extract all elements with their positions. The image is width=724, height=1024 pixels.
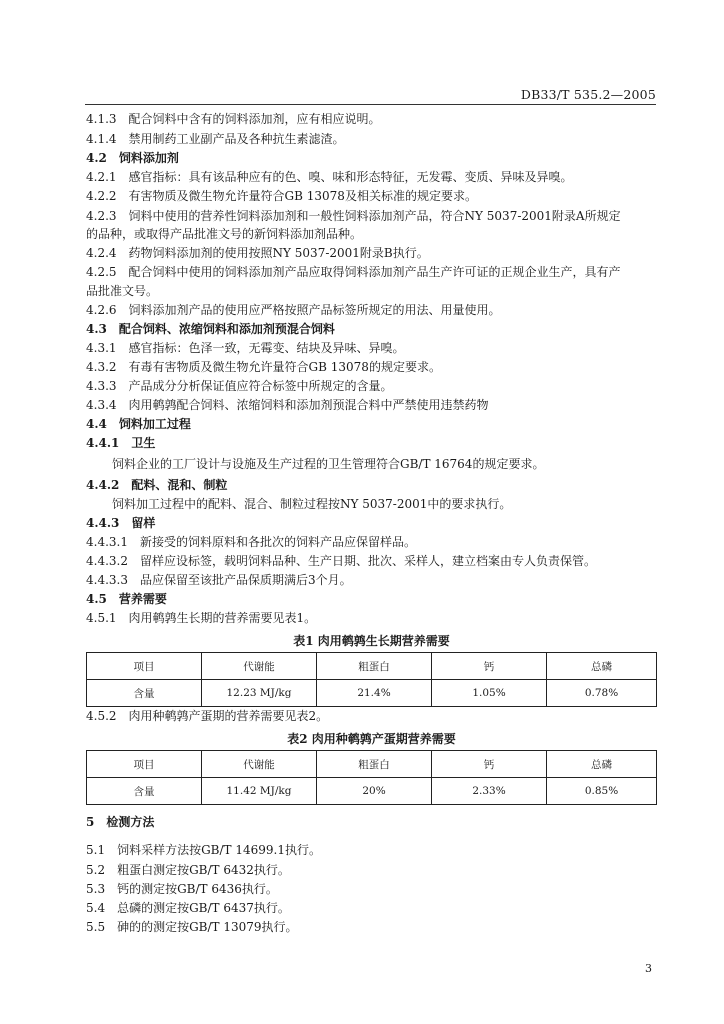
clause-4-5-1: 4.5.1 肉用鹌鹑生长期的营养需要见表1。	[86, 611, 317, 625]
table-cell: 0.78%	[547, 680, 657, 707]
paragraph-4-4-2: 饲料加工过程中的配料、混合、制粒过程按NY 5037-2001中的要求执行。	[112, 497, 512, 511]
clause-4-4-3-2: 4.4.3.2 留样应设标签，载明饲料品种、生产日期、批次、采样人，建立档案由专人负责保管。	[86, 554, 596, 568]
clause-4-4-3-3: 4.4.3.3 品应保留至该批产品保质期满后3个月。	[86, 573, 352, 587]
clause-4-4-3-1: 4.4.3.1 新接受的饲料原料和各批次的饲料产品应保留样品。	[86, 535, 416, 549]
table-cell: 2.33%	[432, 778, 547, 805]
table-cell: 0.85%	[547, 778, 657, 805]
table-header-cell: 钙	[432, 653, 547, 680]
heading-4-4-2: 4.4.2 配料、混和、制粒	[86, 478, 228, 492]
table-header-row	[87, 751, 657, 778]
heading-5: 5 检测方法	[86, 815, 155, 829]
heading-4-3: 4.3 配合饲料、浓缩饲料和添加剂预混合饲料	[86, 322, 335, 336]
table-header-cell: 代谢能	[202, 751, 317, 778]
clause-4-3-1: 4.3.1 感官指标：色泽一致，无霉变、结块及异味、异嗅。	[86, 341, 405, 355]
table-header-cell: 钙	[432, 751, 547, 778]
table-header-cell: 代谢能	[202, 653, 317, 680]
clause-4-2-5: 4.2.5 配合饲料中使用的饲料添加剂产品应取得饲料添加剂产品生产许可证的正规企业生产，具有产	[86, 265, 621, 279]
table-cell: 21.4%	[317, 680, 432, 707]
clause-4-3-2: 4.3.2 有毒有害物质及微生物允许量符合GB 13078的规定要求。	[86, 360, 441, 374]
clause-4-2-4: 4.2.4 药物饲料添加剂的使用按照NY 5037-2001附录B执行。	[86, 246, 429, 260]
table-row	[87, 680, 657, 707]
heading-4-2: 4.2 饲料添加剂	[86, 151, 179, 165]
clause-4-2-5-cont: 品批准文号。	[86, 284, 159, 298]
table1-caption: 表1 肉用鹌鹑生长期营养需要	[293, 634, 450, 648]
table-cell: 1.05%	[432, 680, 547, 707]
table-header-cell: 项目	[87, 751, 202, 778]
clause-5-4: 5.4 总磷的测定按GB/T 6437执行。	[86, 901, 290, 915]
clause-4-2-3-cont: 的品种，或取得产品批准文号的新饲料添加剂品种。	[86, 227, 363, 241]
table-cell: 含量	[87, 680, 202, 707]
table-header-cell: 粗蛋白	[317, 653, 432, 680]
table-cell: 12.23 MJ/kg	[202, 680, 317, 707]
table-header-row	[87, 653, 657, 680]
table-row	[87, 778, 657, 805]
heading-4-4-1: 4.4.1 卫生	[86, 436, 156, 450]
table-header-cell: 项目	[87, 653, 202, 680]
clause-4-2-1: 4.2.1 感官指标：具有该品种应有的色、嗅、味和形态特征，无发霉、变质、异味及异嗅。	[86, 170, 573, 184]
table1	[86, 652, 657, 707]
table-cell: 含量	[87, 778, 202, 805]
table-cell: 11.42 MJ/kg	[202, 778, 317, 805]
header-rule	[85, 104, 656, 105]
clause-5-1: 5.1 饲料采样方法按GB/T 14699.1执行。	[86, 843, 321, 857]
clause-4-2-6: 4.2.6 饲料添加剂产品的使用应严格按照产品标签所规定的用法、用量使用。	[86, 303, 501, 317]
table2-caption: 表2 肉用种鹌鹑产蛋期营养需要	[287, 732, 456, 746]
standard-code: DB33/T 535.2—2005	[520, 87, 656, 102]
clause-4-5-2: 4.5.2 肉用种鹌鹑产蛋期的营养需要见表2。	[86, 709, 329, 723]
table-header-cell: 总磷	[547, 653, 657, 680]
heading-4-4-3: 4.4.3 留样	[86, 516, 156, 530]
clause-5-3: 5.3 钙的测定按GB/T 6436执行。	[86, 882, 278, 896]
clause-4-3-4: 4.3.4 肉用鹌鹑配合饲料、浓缩饲料和添加剂预混合料中严禁使用违禁药物	[86, 398, 489, 412]
paragraph-4-4-1: 饲料企业的工厂设计与设施及生产过程的卫生管理符合GB/T 16764的规定要求。	[112, 457, 545, 471]
table-header-cell: 粗蛋白	[317, 751, 432, 778]
clause-4-3-3: 4.3.3 产品成分分析保证值应符合标签中所规定的含量。	[86, 379, 393, 393]
heading-4-4: 4.4 饲料加工过程	[86, 417, 191, 431]
table-header-cell: 总磷	[547, 751, 657, 778]
clause-4-2-2: 4.2.2 有害物质及微生物允许量符合GB 13078及相关标准的规定要求。	[86, 189, 477, 203]
clause-4-1-3: 4.1.3 配合饲料中含有的饲料添加剂，应有相应说明。	[86, 112, 381, 126]
table2	[86, 750, 657, 805]
clause-4-1-4: 4.1.4 禁用制药工业副产品及各种抗生素滤渣。	[86, 132, 345, 146]
heading-4-5: 4.5 营养需要	[86, 592, 167, 606]
page-number: 3	[645, 962, 652, 975]
table-cell: 20%	[317, 778, 432, 805]
clause-5-5: 5.5 砷的的测定按GB/T 13079执行。	[86, 920, 298, 934]
clause-4-2-3: 4.2.3 饲料中使用的营养性饲料添加剂和一般性饲料添加剂产品，符合NY 5037-2001附录A所规定	[86, 209, 621, 223]
clause-5-2: 5.2 粗蛋白测定按GB/T 6432执行。	[86, 863, 290, 877]
